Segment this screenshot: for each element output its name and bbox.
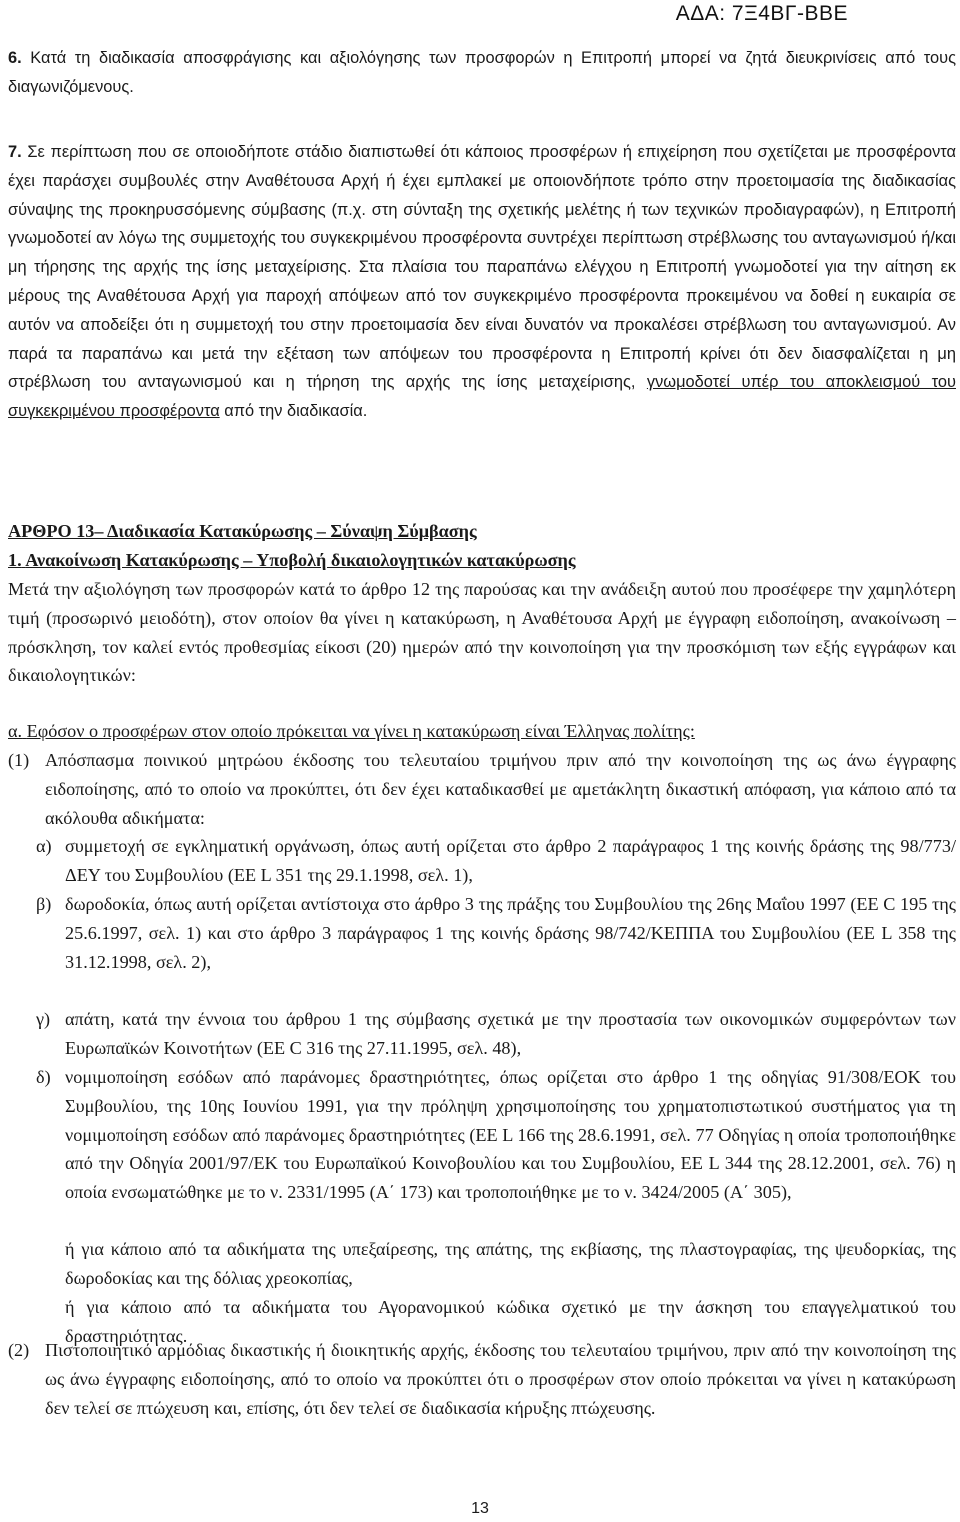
extra-1-text: ή για κάποιο από τα αδικήματα της υπεξαίρεσης, της απάτης, της εκβίασης, της πλαστογραφίας, της ψευδορκίας, της δωροδοκίας και της δόλιας χρεοκοπίας,: [65, 1239, 956, 1288]
section-6: [8, 44, 956, 102]
doc-1-item: [36, 1063, 956, 1207]
doc-2-text: Πιστοποιητικό αρμόδιας δικαστικής ή διοικητικής αρχής, έκδοσης του τελευταίου τριμήνου, πριν από την κοινοποίηση της ως άνω έγγραφης ειδοποίησης, από το οποίο να προκύπτει ότι ο προσφέρων στον οποίο πρόκειται να γίνει η κατακύρωση δεν τελεί σε πτώχευση και, επίσης, ότι δεν τελεί σε διαδικασία κήρυξης πτώχευσης.: [45, 1340, 956, 1418]
doc-1: [8, 746, 956, 832]
item-text: απάτη, κατά την έννοια του άρθρου 1 της σύμβασης σχετικά με την προστασία των οικονομικών συμφερόντων των Ευρωπαϊκών Κοινοτήτων (ΕΕ C 316 της 27.11.1995, σελ. 48),: [65, 1009, 956, 1058]
intro-text: Μετά την αξιολόγηση των προσφορών κατά το άρθρο 12 της παρούσας και την ανάδειξη αυτού που προσέφερε την χαμηλότερη τιμή (προσωρινό μειοδότη), στον οποίον θα γίνει η κατακύρωση, η Αναθέτουσα Αρχή με έγγραφη ειδοποίηση, ανακοίνωση – πρόσκληση, τον καλεί εντός προθεσμίας είκοσι (20) ημερών από την κοινοποίηση για την προσκόμιση των εξής εγγράφων και δικαιολογητικών:: [8, 579, 956, 686]
doc-1-item: [36, 832, 956, 890]
item-text: νομιμοποίηση εσόδων από παράνομες δραστηριότητες, όπως ορίζεται στο άρθρο 1 της οδηγίας 91/308/ΕΟΚ του Συμβουλίου, της 10ης Ιουνίου 1991, για την πρόληψη χρησιμοποίησης του χρηματοπιστωτικού συστήματος για τη νομιμοποίηση εσόδων από παράνομες δραστηριότητες (ΕΕ L 166 της 28.6.1991, σελ. 77 Οδηγίας η οποία τροποποιήθηκε από την Οδηγία 2001/97/ΕΚ του Ευρωπαϊκού Κοινοβουλίου και του Συμβουλίου, ΕΕ L 344 της 28.12.2001, σελ. 76) η οποία ενσωματώθηκε με το ν. 2331/1995 (Α΄ 173) και τροποποιήθηκε με το ν. 3424/2005 (Α΄ 305),: [65, 1067, 956, 1203]
doc-1-extra-1: [65, 1235, 956, 1293]
case-a-label: α.: [8, 721, 23, 741]
item-label: δ): [36, 1067, 51, 1087]
article-13-heading: [8, 517, 956, 546]
section-7: [8, 138, 956, 426]
item-text: δωροδοκία, όπως αυτή ορίζεται αντίστοιχα στο άρθρο 3 της πράξης του Συμβουλίου της 26ης Μαΐου 1997 (ΕΕ C 195 της 25.6.1997, σελ. 1) και στο άρθρο 3 παράγραφος 1 της κοινής δράσης 98/742/ΚΕΠΠΑ του Συμβουλίου (ΕΕ L 358 της 31.12.1998, σελ. 2),: [65, 894, 956, 972]
subheading-number: 1.: [8, 550, 22, 570]
item-label: γ): [36, 1009, 51, 1029]
page-number: 13: [471, 1500, 489, 1517]
doc-2-label: (2): [8, 1340, 30, 1360]
doc-1-text: Απόσπασμα ποινικού μητρώου έκδοσης του τελευταίου τριμήνου πριν από την κοινοποίηση της ως άνω έγγραφης ειδοποίησης, από το οποίο να προκύπτει, ότι δεν έχει καταδικασθεί με αμετάκλητη δικαστική απόφαση, για κάποιο από τα ακόλουθα αδικήματα:: [45, 750, 956, 828]
item-label: β): [36, 894, 52, 914]
article-heading: ΑΡΘΡΟ 13– Διαδικασία Κατακύρωσης – Σύναψη Σύμβασης: [8, 521, 477, 541]
doc-1-item: [36, 1005, 956, 1063]
extra-2-text: ή για κάποιο από τα αδικήματα του Αγορανομικού κώδικα σχετικό με την άσκηση του επαγγελματικού του δραστηριότητας.: [65, 1297, 956, 1346]
item-label: α): [36, 836, 52, 856]
subheading-text: Ανακοίνωση Κατακύρωσης – Υποβολή δικαιολογητικών κατακύρωσης: [25, 550, 576, 570]
article-13-intro: [8, 575, 956, 690]
section-6-number: 6.: [8, 49, 22, 67]
item-text: συμμετοχή σε εγκληματική οργάνωση, όπως αυτή ορίζεται στο άρθρο 2 παράγραφος 1 της κοινής δράσης της 98/773/ΔΕΥ του Συμβουλίου (ΕΕ L 351 της 29.1.1998, σελ. 1),: [65, 836, 956, 885]
doc-2: [8, 1336, 956, 1422]
section-6-text: Κατά τη διαδικασία αποσφράγισης και αξιολόγησης των προσφορών η Επιτροπή μπορεί να ζητά διευκρινίσεις από τους διαγωνιζόμενους.: [8, 49, 956, 96]
case-a: [8, 717, 956, 746]
doc-1-label: (1): [8, 750, 30, 770]
ada-code: ΑΔΑ: 7Ξ4ΒΓ-ΒΒΕ: [675, 2, 848, 25]
section-7-text-end: από την διαδικασία.: [219, 402, 368, 421]
article-13-subheading: [8, 546, 956, 575]
doc-1-item: [36, 890, 956, 976]
case-a-text: Εφόσον ο προσφέρων στον οποίο πρόκειται να γίνει η κατακύρωση είναι Έλληνας πολίτης:: [26, 721, 695, 741]
section-7-text: Σε περίπτωση που σε οποιοδήποτε στάδιο διαπιστωθεί ότι κάποιος προσφέρων ή επιχείρηση που σχετίζεται με προσφέροντα έχει παράσχει συμβουλές στην Αναθέτουσα Αρχή ή έχει εμπλακεί με οποιονδήποτε τρόπο στην προετοιμασία της διαδικασίας σύναψης της προκηρυσσόμενης σύμβασης (π.χ. στη σύνταξη της σχετικής μελέτης ή των τεχνικών προδιαγραφών), η Επιτροπή γνωμοδοτεί αν λόγω της συμμετοχής του συγκεκριμένου προσφέροντα συντρέχει περίπτωση στρέβλωσης του ανταγωνισμού ή/και μη τήρησης της αρχής της ίσης μεταχείρισης. Στα πλαίσια του παραπάνω ελέγχου η Επιτροπή γνωμοδοτεί για την αίτηση εκ μέρους της Αναθέτουσα Αρχή για παροχή απόψεων από τον συγκεκριμένο προσφέροντα προκειμένου να δοθεί η ευκαιρία σε αυτόν να αποδείξει ότι η συμμετοχή του στην προετοιμασία δεν είναι δυνατόν να προκαλέσει στρέβλωση του ανταγωνισμού. Αν παρά τα παραπάνω και μετά την εξέταση των απόψεων του προσφέροντα η Επιτροπή κρίνει ότι δεν διασφαλίζεται η μη στρέβλωση του ανταγωνισμού και η τήρηση της αρχής της ίσης μεταχείρισης,: [8, 143, 956, 392]
section-7-number: 7.: [8, 143, 22, 161]
section-7-underlined-text: γνωμοδοτεί υπέρ του αποκλεισμού του συγκεκριμένου προσφέροντα: [8, 373, 956, 421]
